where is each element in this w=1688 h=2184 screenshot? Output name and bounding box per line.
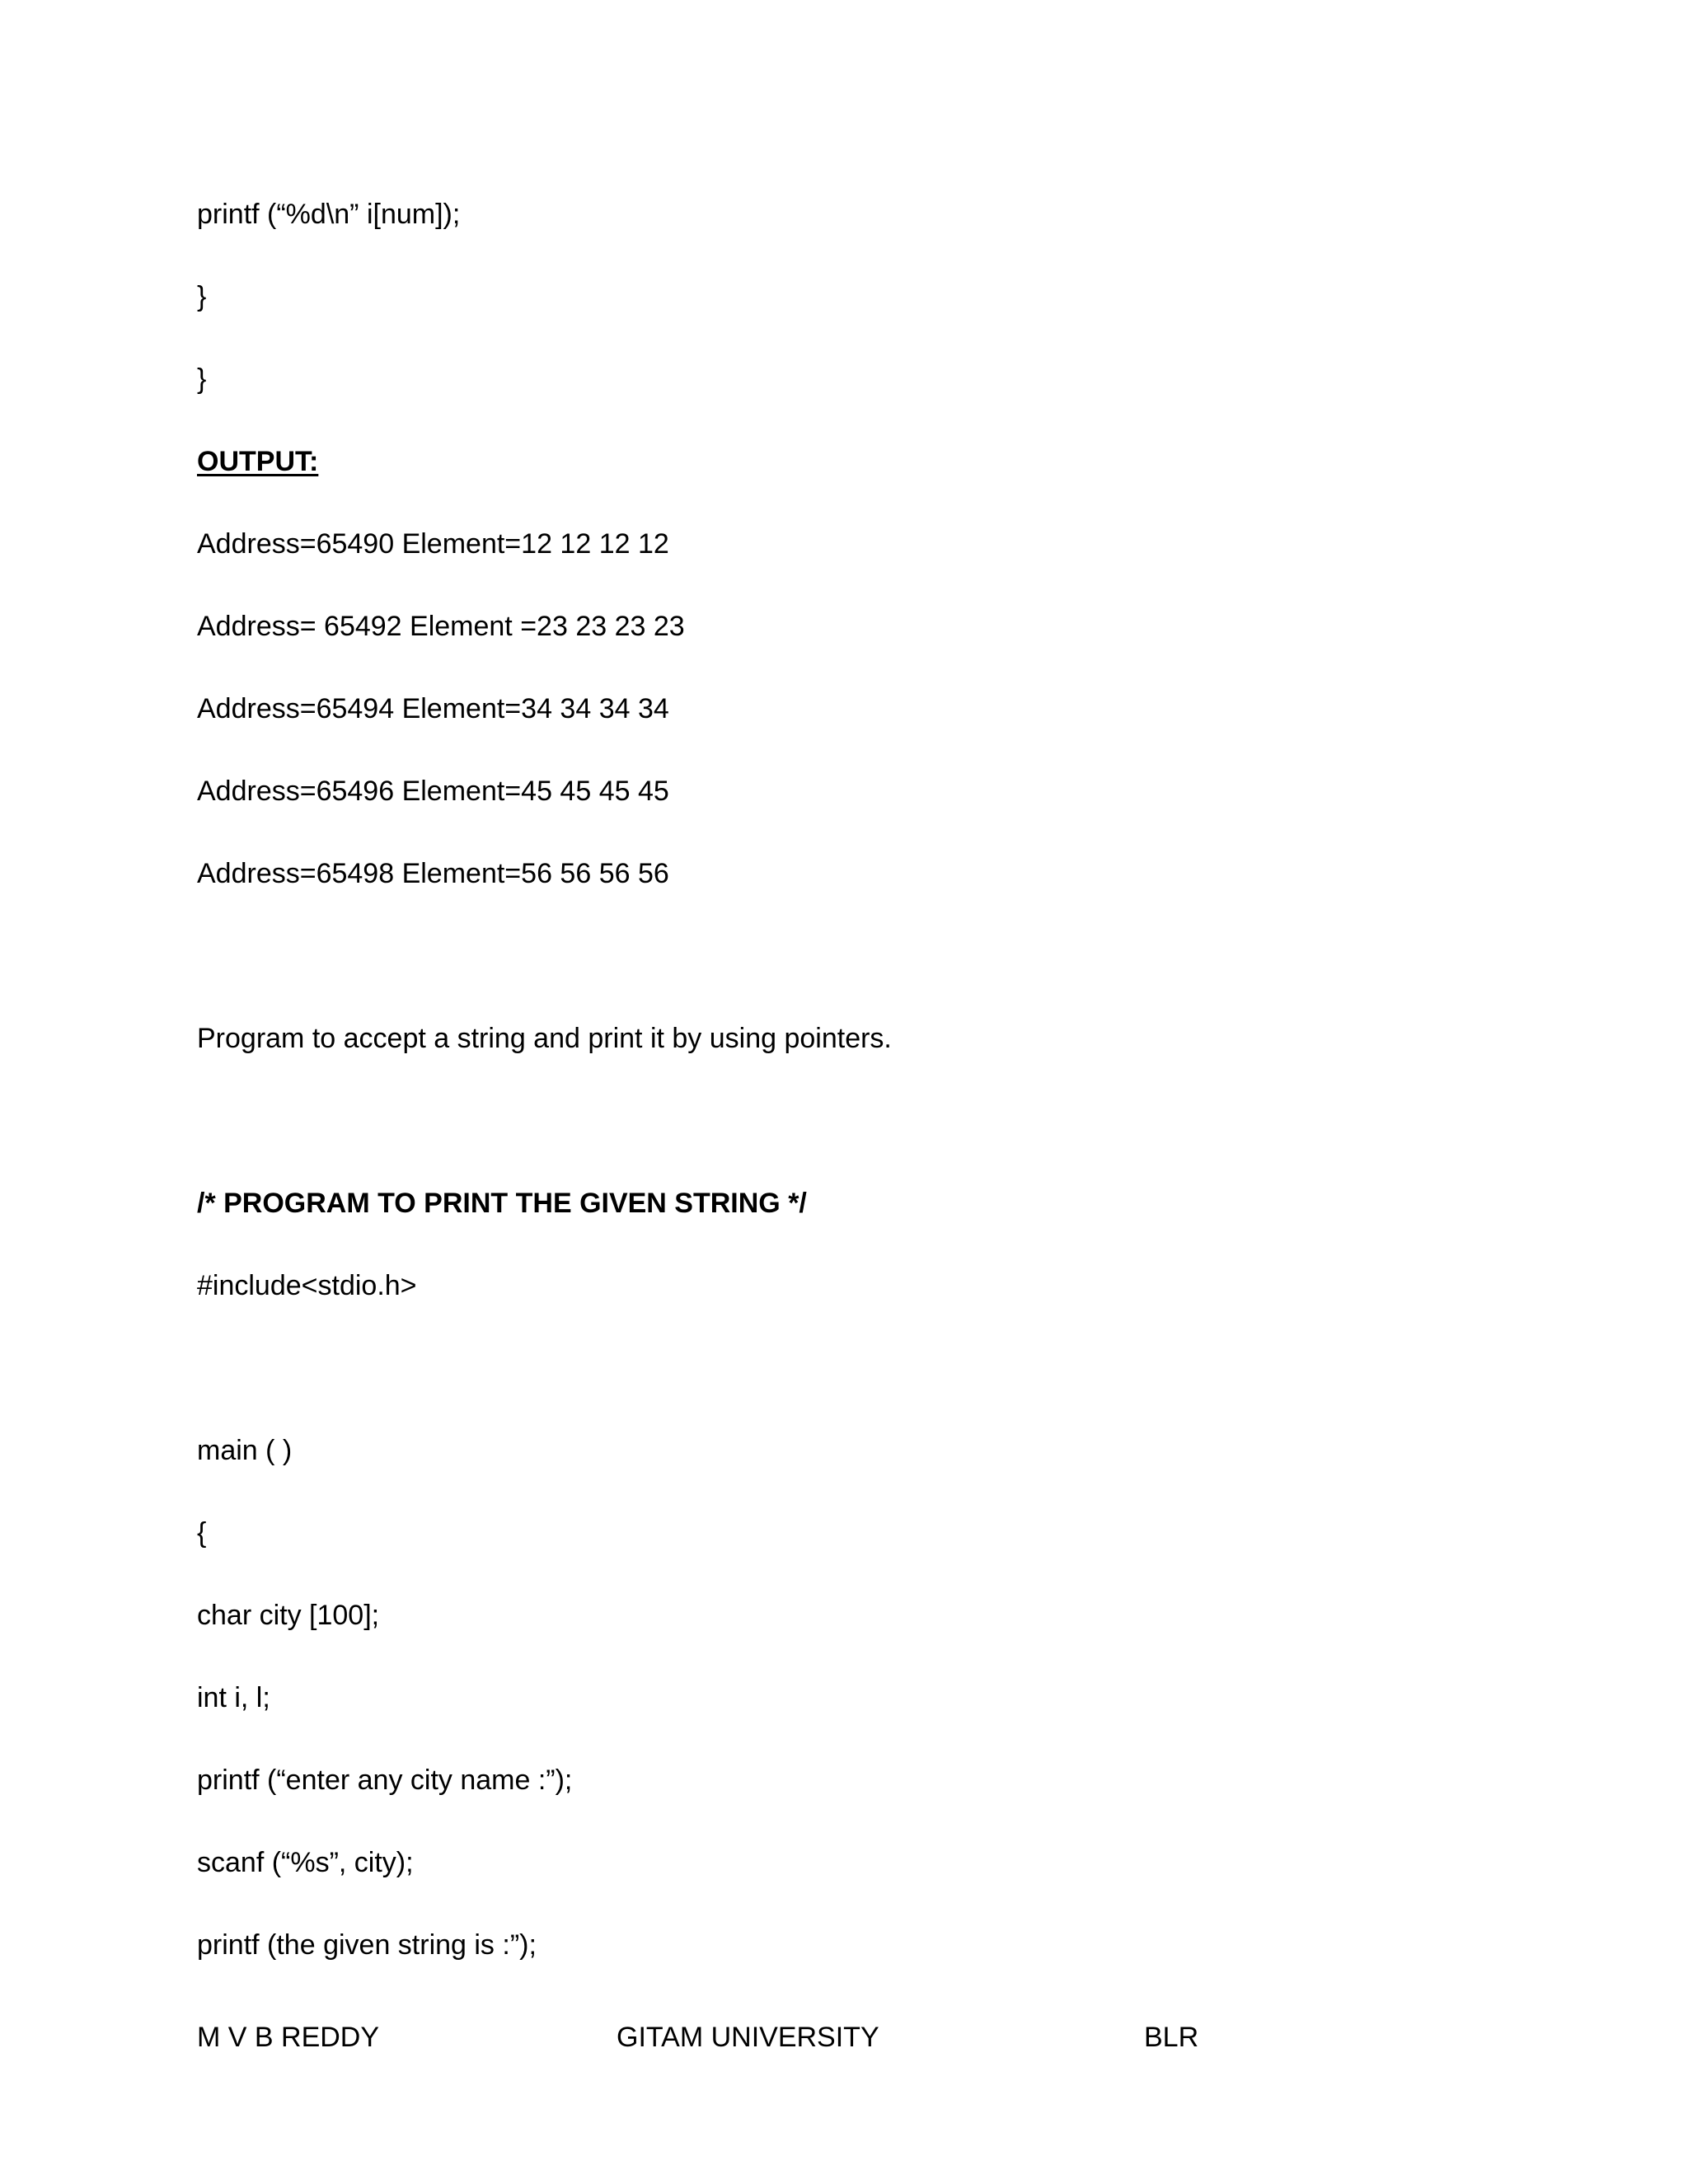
- output-line: Address=65490 Element=12 12 12 12: [197, 528, 669, 560]
- program-title-comment: /* PROGRAM TO PRINT THE GIVEN STRING */: [197, 1188, 807, 1219]
- output-line: Address=65494 Element=34 34 34 34: [197, 693, 669, 724]
- output-line: Address= 65492 Element =23 23 23 23: [197, 611, 685, 642]
- footer-author: M V B REDDY: [197, 2022, 380, 2053]
- code-line-int-decl: int i, l;: [197, 1682, 270, 1713]
- code-line-close-brace: }: [197, 281, 207, 312]
- code-line-char-decl: char city [100];: [197, 1600, 380, 1631]
- code-line-main: main ( ): [197, 1435, 293, 1466]
- code-line-open-brace: {: [197, 1517, 207, 1549]
- code-line-printf-result: printf (the given string is :”);: [197, 1929, 537, 1961]
- output-line: Address=65498 Element=56 56 56 56: [197, 858, 669, 889]
- code-line-scanf: scanf (“%s”, city);: [197, 1847, 414, 1878]
- code-line-include: #include<stdio.h>: [197, 1270, 417, 1301]
- footer-institution: GITAM UNIVERSITY: [617, 2022, 879, 2053]
- code-line-printf-element: printf (“%d\n” i[num]);: [197, 199, 461, 230]
- footer-location: BLR: [1144, 2022, 1199, 2053]
- program-description: Program to accept a string and print it by using pointers.: [197, 1023, 892, 1054]
- code-line-close-brace: }: [197, 363, 207, 395]
- output-line: Address=65496 Element=45 45 45 45: [197, 776, 669, 807]
- output-heading: OUTPUT:: [197, 446, 319, 477]
- code-line-printf-prompt: printf (“enter any city name :”);: [197, 1765, 573, 1796]
